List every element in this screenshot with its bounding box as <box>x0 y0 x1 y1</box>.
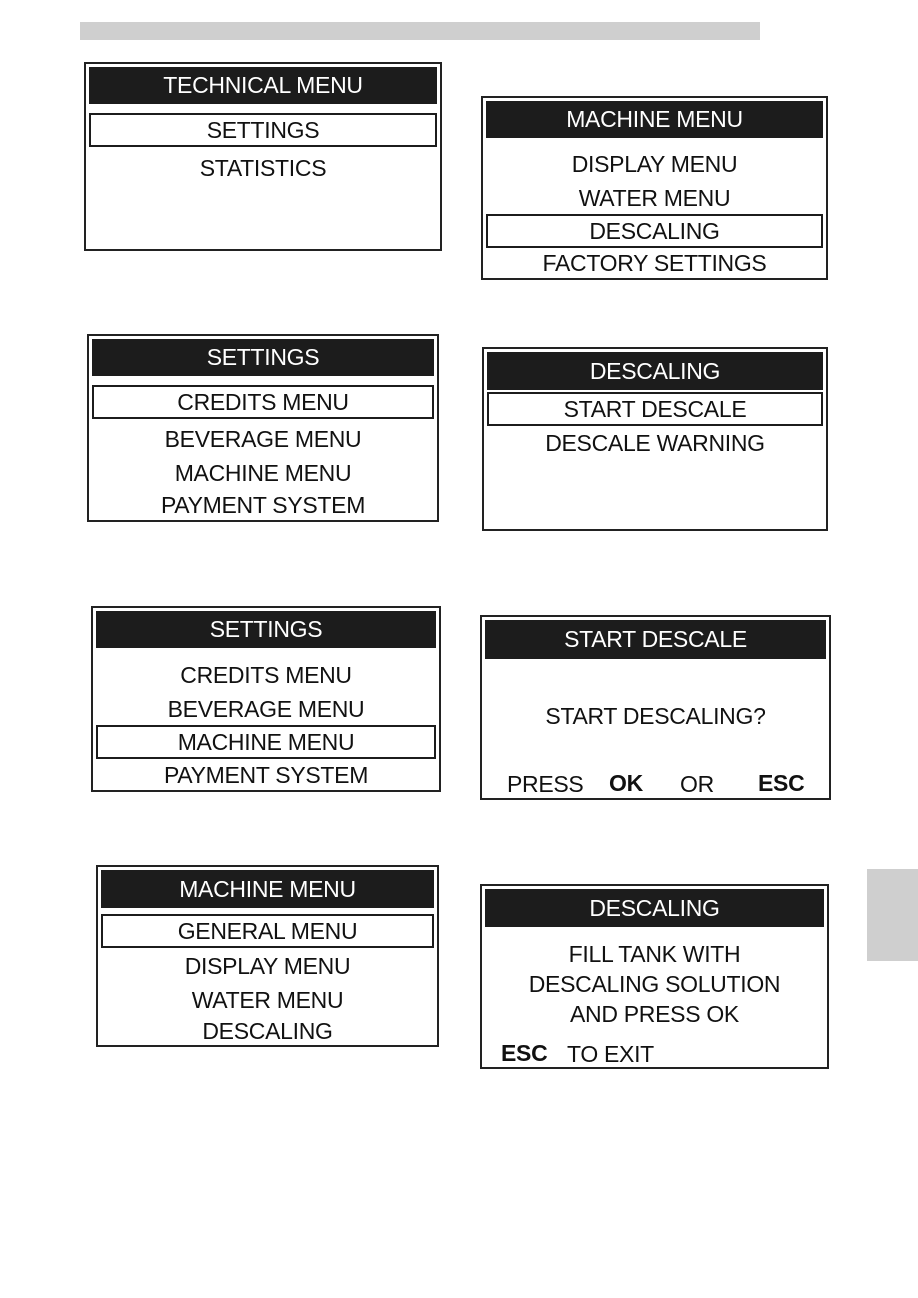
machine-menu-screen-descaling-selected <box>481 96 828 280</box>
esc-key-label[interactable]: ESC <box>758 770 805 796</box>
screen-title: TECHNICAL MENU <box>89 67 437 104</box>
start-descale-screen <box>480 615 831 800</box>
menu-item-water-menu[interactable]: WATER MENU <box>578 185 731 211</box>
menu-item-display-menu[interactable]: DISPLAY MENU <box>571 151 738 177</box>
menu-item-display-menu[interactable]: DISPLAY MENU <box>184 953 351 979</box>
screen-title: DESCALING <box>485 889 824 927</box>
menu-item-credits-menu[interactable]: CREDITS MENU <box>180 662 352 688</box>
instruction-line-3: AND PRESS OK <box>570 1001 739 1027</box>
menu-item-settings[interactable]: SETTINGS <box>89 113 437 147</box>
menu-item-descale-warning[interactable]: DESCALE WARNING <box>545 430 765 456</box>
chapter-side-tab <box>867 869 918 961</box>
ok-key-label[interactable]: OK <box>609 770 643 796</box>
screen-title: DESCALING <box>487 352 823 390</box>
page-header-bar <box>80 22 760 40</box>
menu-item-beverage-menu[interactable]: BEVERAGE MENU <box>167 696 365 722</box>
screen-title: SETTINGS <box>96 611 436 648</box>
menu-item-start-descale[interactable]: START DESCALE <box>487 392 823 426</box>
instruction-line-1: FILL TANK WITH <box>568 941 741 967</box>
screen-title: SETTINGS <box>92 339 434 376</box>
menu-item-water-menu[interactable]: WATER MENU <box>191 987 344 1013</box>
menu-item-payment-system[interactable]: PAYMENT SYSTEM <box>163 762 369 788</box>
menu-item-descaling[interactable]: DESCALING <box>486 214 823 248</box>
descaling-menu-screen <box>482 347 828 531</box>
screen-title: MACHINE MENU <box>486 101 823 138</box>
screen-title: START DESCALE <box>485 620 826 659</box>
menu-item-general-menu[interactable]: GENERAL MENU <box>101 914 434 948</box>
settings-screen-machine-selected <box>91 606 441 792</box>
instruction-line-2: DESCALING SOLUTION <box>528 971 781 997</box>
confirm-question: START DESCALING? <box>545 703 766 729</box>
menu-item-statistics[interactable]: STATISTICS <box>199 155 327 181</box>
menu-item-beverage-menu[interactable]: BEVERAGE MENU <box>164 426 362 452</box>
settings-screen-credits-selected <box>87 334 439 522</box>
menu-item-factory-settings[interactable]: FACTORY SETTINGS <box>542 250 767 276</box>
menu-item-descaling[interactable]: DESCALING <box>202 1018 333 1044</box>
machine-menu-screen-general-selected <box>96 865 439 1047</box>
technical-menu-screen <box>84 62 442 251</box>
menu-item-credits-menu[interactable]: CREDITS MENU <box>92 385 434 419</box>
press-label: PRESS <box>507 771 584 797</box>
menu-item-machine-menu[interactable]: MACHINE MENU <box>174 460 352 486</box>
exit-label: TO EXIT <box>567 1041 654 1067</box>
screen-title: MACHINE MENU <box>101 870 434 908</box>
menu-item-payment-system[interactable]: PAYMENT SYSTEM <box>160 492 366 518</box>
menu-item-machine-menu[interactable]: MACHINE MENU <box>96 725 436 759</box>
descaling-fill-screen <box>480 884 829 1069</box>
or-label: OR <box>680 771 714 797</box>
esc-key-label[interactable]: ESC <box>501 1040 548 1066</box>
